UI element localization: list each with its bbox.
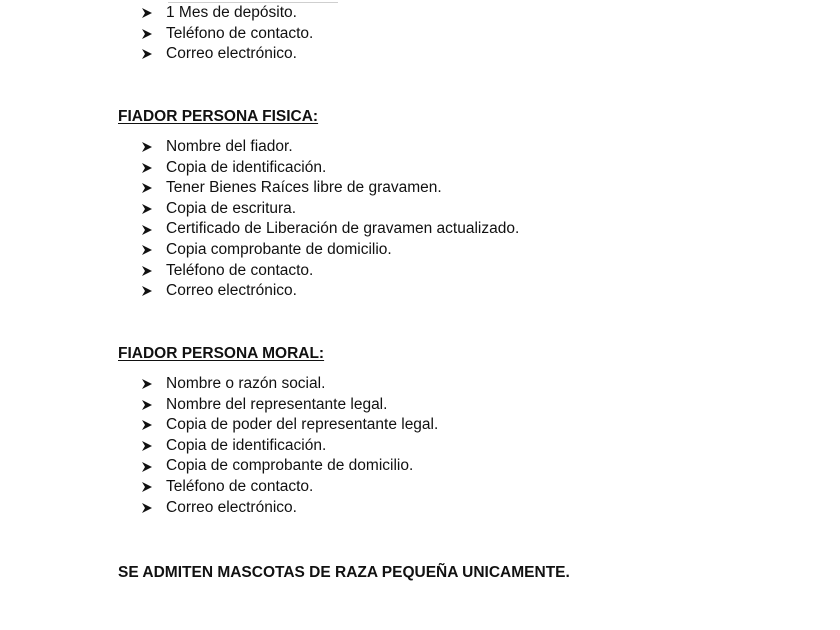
- arrowhead-bullet-icon: [140, 24, 154, 45]
- list-item-text: Copia de comprobante de domicilio.: [166, 457, 414, 475]
- arrowhead-bullet-icon: [140, 456, 154, 477]
- heading-fiador-persona-moral: FIADOR PERSONA MORAL:: [118, 345, 325, 362]
- arrowhead-bullet-icon: [140, 178, 154, 199]
- list-item-text: Copia de identificación.: [166, 436, 327, 454]
- arrowhead-bullet-icon: [140, 498, 154, 519]
- list-item-text: 1 Mes de depósito.: [166, 4, 297, 21]
- arrowhead-bullet-icon: [140, 477, 154, 498]
- arrowhead-bullet-icon: [140, 219, 154, 240]
- arrowhead-bullet-icon: [140, 240, 154, 261]
- arrowhead-bullet-icon: [140, 415, 154, 436]
- list-item-text: Correo electrónico.: [166, 282, 297, 300]
- arrowhead-bullet-icon: [140, 395, 154, 416]
- list-item-text: Nombre del representante legal.: [166, 395, 388, 413]
- list-item-text: Nombre del fiador.: [166, 138, 293, 155]
- list-item-text: Correo electrónico.: [166, 45, 297, 63]
- list-item-text: Correo electrónico.: [166, 498, 297, 516]
- arrowhead-bullet-icon: [140, 281, 154, 302]
- heading-fiador-persona-fisica: FIADOR PERSONA FISICA:: [118, 108, 319, 125]
- list-item-text: Nombre o razón social.: [166, 375, 326, 392]
- list-item-text: Teléfono de contacto.: [166, 261, 314, 279]
- list-item-text: Copia de escritura.: [166, 199, 297, 217]
- pets-notice: SE ADMITEN MASCOTAS DE RAZA PEQUEÑA UNICAMENTE.: [118, 564, 570, 581]
- arrowhead-bullet-icon: [140, 137, 154, 158]
- arrowhead-bullet-icon: [140, 261, 154, 282]
- arrowhead-bullet-icon: [140, 158, 154, 179]
- list-item-text: Certificado de Liberación de gravamen actualizado.: [166, 220, 520, 238]
- arrowhead-bullet-icon: [140, 3, 154, 24]
- list-item-text: Tener Bienes Raíces libre de gravamen.: [166, 179, 442, 197]
- list-item-text: Teléfono de contacto.: [166, 477, 314, 495]
- list-item-text: Copia comprobante de domicilio.: [166, 240, 392, 258]
- list-item-text: Copia de identificación.: [166, 158, 327, 176]
- arrowhead-bullet-icon: [140, 44, 154, 65]
- list-item-text: Teléfono de contacto.: [166, 24, 314, 42]
- arrowhead-bullet-icon: [140, 199, 154, 220]
- arrowhead-bullet-icon: [140, 436, 154, 457]
- arrowhead-bullet-icon: [140, 374, 154, 395]
- list-item-text: Copia de poder del representante legal.: [166, 416, 439, 434]
